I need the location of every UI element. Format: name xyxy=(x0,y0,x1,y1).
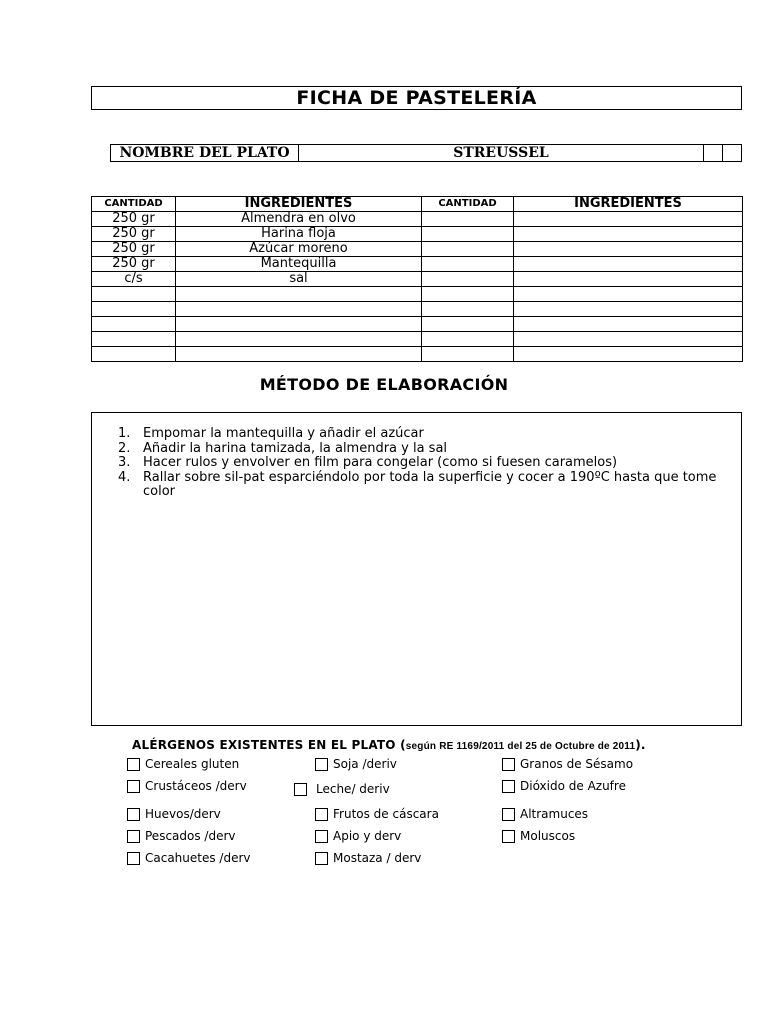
allergen-label: Crustáceos /derv xyxy=(145,779,247,793)
table-row xyxy=(92,332,743,347)
cantidad-cell[interactable] xyxy=(422,347,514,362)
checkbox[interactable] xyxy=(502,780,515,793)
cantidad-cell[interactable] xyxy=(422,302,514,317)
header-cantidad-1: CANTIDAD xyxy=(92,197,176,212)
cantidad-cell[interactable]: c/s xyxy=(92,272,176,287)
checkbox[interactable] xyxy=(502,808,515,821)
ingrediente-cell[interactable] xyxy=(514,227,743,242)
allergen-label: Cereales gluten xyxy=(145,757,240,771)
table-row xyxy=(92,287,743,302)
method-title-text: MÉTODO DE ELABORACIÓN xyxy=(259,375,509,394)
table-row xyxy=(92,227,743,242)
cantidad-cell[interactable] xyxy=(422,332,514,347)
allergen-sesamo[interactable] xyxy=(502,757,633,771)
allergen-label: Apio y derv xyxy=(333,829,402,843)
ingrediente-cell[interactable] xyxy=(514,347,743,362)
cantidad-cell[interactable]: 250 gr xyxy=(92,257,176,272)
method-step xyxy=(118,427,718,442)
ingrediente-cell[interactable] xyxy=(176,347,422,362)
step-text: Hacer rulos y envolver en film para congelar (como si fuesen caramelos) xyxy=(143,455,618,470)
method-steps xyxy=(118,427,718,500)
allergens-reference: según RE 1169/2011 del 25 de Octubre de 2011 xyxy=(405,741,636,752)
checkbox[interactable] xyxy=(294,783,307,796)
cantidad-cell[interactable] xyxy=(92,317,176,332)
allergens-title-end: ). xyxy=(635,738,646,752)
ingredients-table-body xyxy=(92,212,743,362)
ingrediente-cell[interactable]: Azúcar moreno xyxy=(176,242,422,257)
method-step xyxy=(118,471,718,500)
ingrediente-cell[interactable]: Harina floja xyxy=(176,227,422,242)
allergen-label: Leche/ deriv xyxy=(316,782,390,796)
method-box[interactable] xyxy=(91,412,742,726)
ingrediente-cell[interactable] xyxy=(514,332,743,347)
cantidad-cell[interactable]: 250 gr xyxy=(92,227,176,242)
ingrediente-cell[interactable]: Almendra en olvo xyxy=(176,212,422,227)
ingrediente-cell[interactable] xyxy=(514,272,743,287)
cantidad-cell[interactable] xyxy=(92,287,176,302)
cantidad-cell[interactable]: 250 gr xyxy=(92,212,176,227)
allergen-moluscos[interactable] xyxy=(502,829,575,843)
ingrediente-cell[interactable] xyxy=(514,242,743,257)
allergen-label: Cacahuetes /derv xyxy=(145,851,251,865)
header-ingredientes-2: INGREDIENTES xyxy=(514,197,743,212)
allergen-label: Granos de Sésamo xyxy=(520,757,634,771)
checkbox[interactable] xyxy=(127,830,140,843)
ingrediente-cell[interactable] xyxy=(514,317,743,332)
allergen-label: Moluscos xyxy=(520,829,576,843)
ingredients-table xyxy=(91,196,743,362)
dish-name-table xyxy=(110,144,742,162)
allergen-cacahuetes[interactable] xyxy=(127,851,251,865)
checkbox[interactable] xyxy=(315,758,328,771)
page-title: FICHA DE PASTELERÍA xyxy=(91,86,742,110)
allergen-label: Mostaza / derv xyxy=(333,851,422,865)
allergen-label: Altramuces xyxy=(520,807,589,821)
step-number: 4. xyxy=(118,469,131,485)
table-row xyxy=(92,242,743,257)
table-row xyxy=(92,212,743,227)
step-text: Añadir la harina tamizada, la almendra y la sal xyxy=(143,440,448,456)
checkbox[interactable] xyxy=(502,830,515,843)
cantidad-cell[interactable] xyxy=(422,257,514,272)
header-cantidad-2: CANTIDAD xyxy=(422,197,514,212)
ingrediente-cell[interactable] xyxy=(176,317,422,332)
step-number: 3. xyxy=(118,455,131,470)
allergen-huevos[interactable] xyxy=(127,807,221,821)
allergen-apio[interactable] xyxy=(315,829,401,843)
table-row xyxy=(92,347,743,362)
step-text: Empomar la mantequilla y añadir el azúcar xyxy=(143,426,424,441)
allergen-cereales-gluten[interactable] xyxy=(127,757,239,771)
allergen-pescados[interactable] xyxy=(127,829,236,843)
checkbox[interactable] xyxy=(127,758,140,771)
cantidad-cell[interactable] xyxy=(422,212,514,227)
step-number: 2. xyxy=(118,440,131,456)
ingrediente-cell[interactable] xyxy=(514,287,743,302)
dish-extra-cell-2[interactable] xyxy=(723,145,742,162)
checkbox[interactable] xyxy=(315,830,328,843)
cantidad-cell[interactable] xyxy=(422,272,514,287)
checkbox[interactable] xyxy=(315,852,328,865)
method-step xyxy=(118,442,718,457)
table-row xyxy=(92,272,743,287)
ingrediente-cell[interactable] xyxy=(514,302,743,317)
ingrediente-cell[interactable] xyxy=(514,257,743,272)
checkbox[interactable] xyxy=(502,758,515,771)
checkbox[interactable] xyxy=(127,852,140,865)
step-text: Rallar sobre sil-pat esparciéndolo por toda la superficie y cocer a 190ºC hasta que tome color xyxy=(143,469,717,499)
allergen-label: Pescados /derv xyxy=(145,829,236,843)
checkbox[interactable] xyxy=(315,808,328,821)
method-step xyxy=(118,456,718,471)
dish-name-value[interactable]: STREUSSEL xyxy=(299,145,704,162)
allergen-dioxido-azufre[interactable] xyxy=(502,779,626,793)
dish-name-label: NOMBRE DEL PLATO xyxy=(111,145,299,162)
allergen-mostaza[interactable] xyxy=(315,851,421,865)
ingrediente-cell[interactable] xyxy=(176,332,422,347)
ingrediente-cell[interactable] xyxy=(176,287,422,302)
allergen-soja[interactable] xyxy=(315,757,397,771)
allergen-frutos-cascara[interactable] xyxy=(315,807,439,821)
dish-extra-cell-1[interactable] xyxy=(704,145,723,162)
cantidad-cell[interactable] xyxy=(422,317,514,332)
allergen-label: Soja /deriv xyxy=(333,757,397,771)
ingrediente-cell[interactable] xyxy=(514,212,743,227)
allergen-label: Frutos de cáscara xyxy=(333,807,439,821)
cantidad-cell[interactable] xyxy=(422,227,514,242)
step-number: 1. xyxy=(118,426,131,441)
allergen-label: Huevos/derv xyxy=(145,807,221,821)
ingrediente-cell[interactable] xyxy=(176,302,422,317)
table-row xyxy=(92,257,743,272)
checkbox[interactable] xyxy=(127,808,140,821)
ingrediente-cell[interactable]: sal xyxy=(176,272,422,287)
method-title xyxy=(0,375,768,394)
cantidad-cell[interactable]: 250 gr xyxy=(92,242,176,257)
cantidad-cell[interactable] xyxy=(92,347,176,362)
allergens-title xyxy=(132,738,646,752)
table-row xyxy=(92,302,743,317)
cantidad-cell[interactable] xyxy=(422,287,514,302)
ingrediente-cell[interactable]: Mantequilla xyxy=(176,257,422,272)
allergens-title-main: ALÉRGENOS EXISTENTES EN EL PLATO ( xyxy=(132,738,406,752)
checkbox[interactable] xyxy=(127,780,140,793)
header-ingredientes-1: INGREDIENTES xyxy=(176,197,422,212)
cantidad-cell[interactable] xyxy=(92,332,176,347)
cantidad-cell[interactable] xyxy=(422,242,514,257)
allergen-crustaceos[interactable] xyxy=(127,779,247,793)
allergen-leche[interactable] xyxy=(294,782,390,796)
table-row xyxy=(92,317,743,332)
allergen-altramuces[interactable] xyxy=(502,807,588,821)
cantidad-cell[interactable] xyxy=(92,302,176,317)
allergen-label: Dióxido de Azufre xyxy=(520,779,626,793)
